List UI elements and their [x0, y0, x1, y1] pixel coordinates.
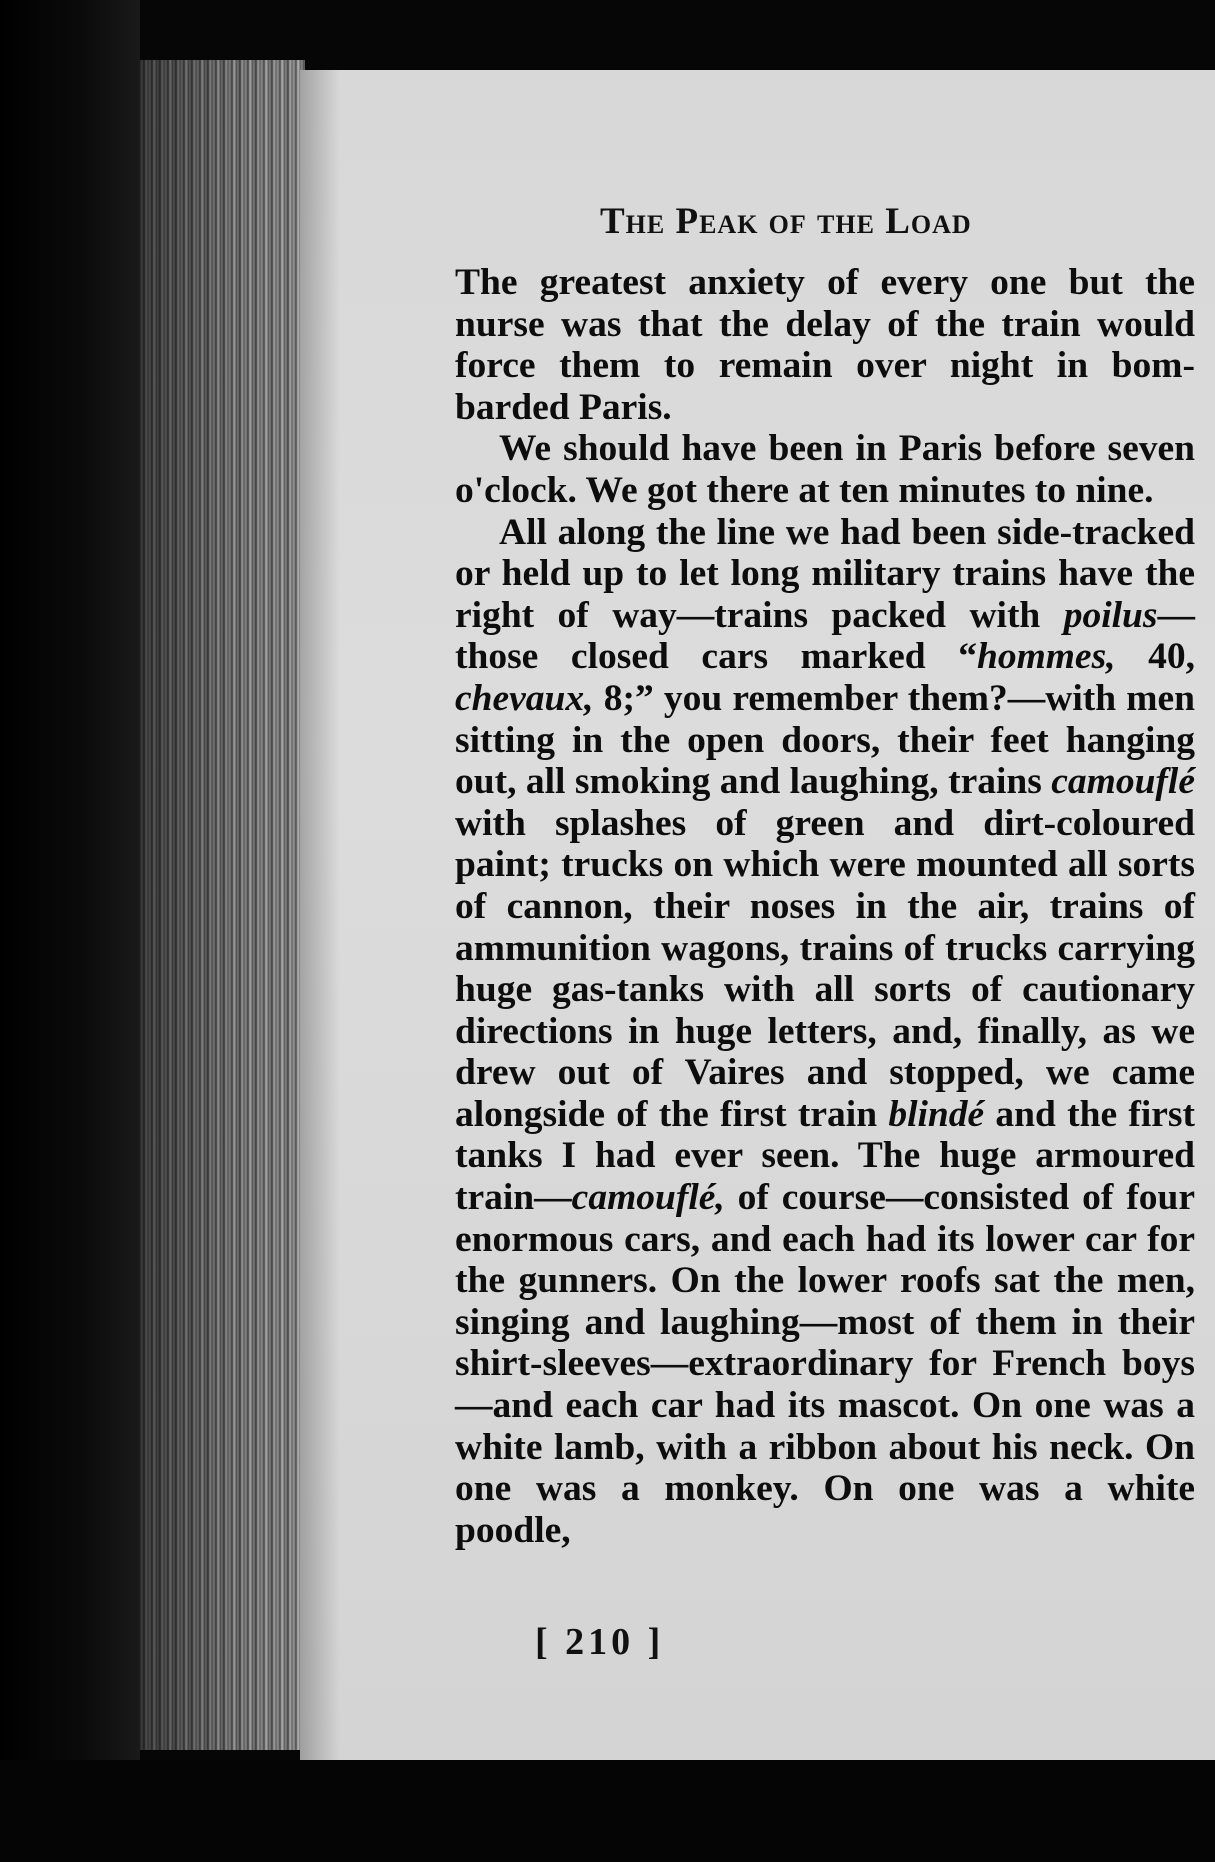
- paragraph: [455, 262, 1195, 428]
- text-run: with splashes of green and dirt-coloured paint; trucks on which were mounted all sorts of cannon, their noses in the air, trains of ammunition wagons, trains of trucks carrying huge gas-tanks with all sorts of cautionary directions in huge letters, and, finally, as we drew out of Vaires and stopped, we came alongside of the first train: [455, 802, 1195, 1135]
- text-run: We should have been in Paris before seven o'clock. We got there at ten minutes to nine.: [455, 428, 1195, 511]
- italic-text: blindé: [888, 1093, 985, 1135]
- italic-text: camouflé: [1051, 761, 1195, 803]
- text-run: 40,: [1115, 636, 1196, 678]
- paragraph: [455, 512, 1195, 1552]
- page-number: [ 210 ]: [535, 1621, 665, 1663]
- text-run: 8;” you remember them?—with men sitting in the open doors, their feet hanging out, all smoking and laughing, trains: [455, 677, 1195, 803]
- page-edges: [140, 60, 305, 1750]
- italic-text: poilus: [1063, 594, 1158, 636]
- body-text: [455, 262, 1195, 1551]
- italic-text: camouflé,: [571, 1177, 725, 1219]
- text-run: —those closed cars marked “: [455, 594, 1195, 678]
- bottom-background: [0, 1760, 1215, 1862]
- text-run: All along the line we had been side-tracked or held up to let long military trains have the right of way—trains packed with: [455, 511, 1195, 636]
- italic-text: chevaux,: [455, 677, 594, 719]
- text-run: and the first tanks I had ever seen. The huge armoured train—: [455, 1093, 1195, 1219]
- italic-text: hommes,: [976, 636, 1116, 678]
- book-spine-shadow: [0, 0, 140, 1862]
- text-run: of course—consisted of four enormous cars, and each had its lower car for the gunners. On the lower roofs sat the men, singing and laughing—most of them in their shirt-sleeves—extraordinary for French boys—and each car had its mascot. On one was a white lamb, with a ribbon about his neck. On one was a monkey. On one was a white poodle,: [455, 1177, 1195, 1551]
- paragraph: [455, 428, 1195, 511]
- text-run: The greatest anxiety of every one but the nurse was that the delay of the train would force them to remain over night in bombarded Paris.: [455, 262, 1195, 428]
- running-head: The Peak of the Load: [600, 201, 972, 242]
